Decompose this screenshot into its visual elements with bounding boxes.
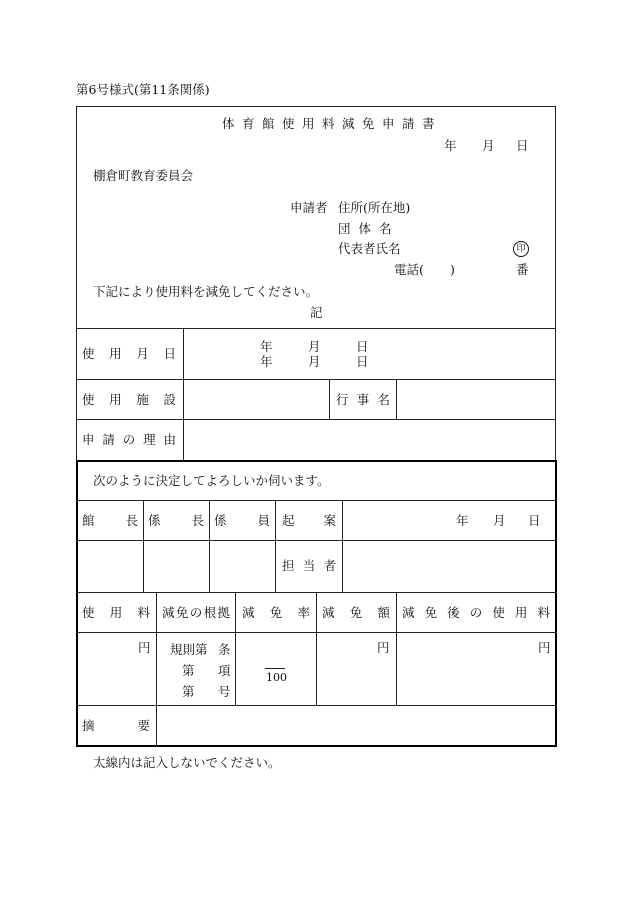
item-suffix: 号: [218, 684, 231, 699]
use-date-day-1: 日: [356, 339, 369, 354]
rule-line: [275, 500, 276, 592]
use-date-year-2: 年: [260, 354, 273, 369]
ki-label: 記: [310, 305, 323, 320]
tantosha-label: 担 当 者: [282, 558, 336, 573]
after-yen: 円: [538, 640, 551, 655]
reason-label: 申 請 の 理 由: [82, 432, 176, 447]
title-text: 体育館使用料減免申請書: [222, 116, 443, 131]
date-year: 年: [444, 138, 457, 153]
remarks-label: 摘 要: [82, 718, 150, 733]
rule-line: [183, 328, 184, 460]
representative-label: 代表者氏名: [338, 241, 401, 256]
rule-line: [76, 379, 556, 380]
clause-suffix: 項: [218, 663, 231, 678]
rule-article-prefix: 規則第: [170, 642, 208, 657]
rule-line: [329, 379, 330, 419]
amount-yen: 円: [377, 640, 390, 655]
use-date-month-1: 月: [308, 339, 321, 354]
rule-line: [156, 592, 157, 747]
seal-icon: 印: [513, 241, 529, 257]
rule-line: [76, 328, 556, 329]
kakariin-label: 係 員: [214, 513, 270, 528]
phone-ban: 番: [516, 262, 529, 277]
rule-line: [396, 379, 397, 419]
rate-header: 減 免 率: [242, 605, 310, 620]
kancho-label: 館 長: [82, 513, 138, 528]
kian-date-year: 年: [456, 513, 469, 528]
rule-line: [143, 500, 144, 592]
item-prefix: 第: [182, 684, 195, 699]
usage-fee-yen: 円: [138, 640, 151, 655]
rule-line: [396, 592, 397, 705]
basis-header: 減 免 の 根 拠: [162, 605, 230, 620]
kian-date-month: 月: [493, 513, 506, 528]
kian-date-day: 日: [528, 513, 541, 528]
rule-line: [76, 500, 557, 501]
organization-label: 団体名: [338, 221, 400, 236]
rule-line: [76, 540, 557, 541]
footnote: 太線内は記入しないでください。: [93, 755, 281, 770]
kian-label: 起 案: [282, 513, 336, 528]
form-number: 第6号様式(第11条関係): [76, 82, 210, 97]
use-date-year-1: 年: [260, 339, 273, 354]
applicant-label: 申請者: [290, 200, 328, 215]
date-month: 月: [482, 138, 495, 153]
use-date-day-2: 日: [356, 354, 369, 369]
rule-line: [235, 592, 236, 705]
amount-header: 減 免 額: [322, 605, 390, 620]
usage-fee-header: 使 用 料: [82, 605, 150, 620]
use-date-month-2: 月: [308, 354, 321, 369]
rule-line: [342, 500, 343, 592]
decision-intro: 次のように決定してよろしいか伺います。: [93, 473, 330, 488]
fraction-bar: [265, 668, 285, 669]
event-name-label: 行 事 名: [336, 392, 390, 407]
after-header: 減 免 後 の 使 用 料: [402, 605, 550, 620]
date-day: 日: [516, 138, 529, 153]
rule-line: [209, 500, 210, 592]
use-date-label: 使 用 月 日: [82, 346, 176, 361]
addressee: 棚倉町教育委員会: [93, 168, 194, 183]
form-title: [222, 116, 443, 132]
address-label: 住所(所在地): [338, 200, 411, 215]
phone-label: 電話(: [394, 262, 424, 277]
rate-denominator: 100: [266, 671, 287, 684]
clause-prefix: 第: [182, 663, 195, 678]
phone-close: ): [450, 262, 455, 277]
kakaricho-label: 係 長: [148, 513, 204, 528]
rule-line: [76, 419, 556, 420]
request-text: 下記により使用料を減免してください。: [93, 284, 319, 299]
rule-article-suffix: 条: [218, 642, 231, 657]
rule-line: [316, 592, 317, 705]
rule-line: [76, 705, 557, 706]
facility-label: 使 用 施 設: [82, 392, 176, 407]
